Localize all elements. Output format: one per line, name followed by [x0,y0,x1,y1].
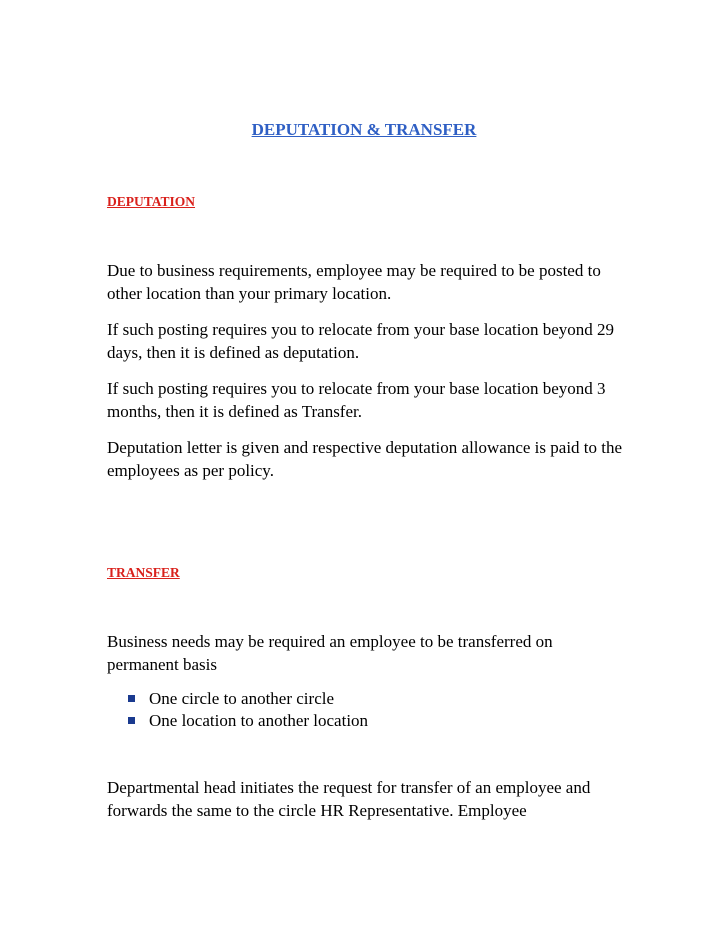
list-item [128,688,368,710]
deputation-paragraph-1: Due to business requirements, employee may be required to be posted to other location than your primary location. [107,261,601,303]
transfer-bullet-list [128,688,368,732]
deputation-paragraph-2: If such posting requires you to relocate from your base location beyond 29 days, then it is defined as deputation. [107,320,615,362]
list-item-text: One circle to another circle [149,689,335,708]
page-title: DEPUTATION & TRANSFER [251,120,477,139]
transfer-intro-paragraph: Business needs may be required an employee to be transferred on permanent basis [107,632,553,674]
section-heading-deputation: DEPUTATION [107,194,196,209]
deputation-paragraph-3: If such posting requires you to relocate from your base location beyond 3 months, then it is defined as Transfer. [107,379,606,421]
transfer-closing-paragraph: Departmental head initiates the request for transfer of an employee and forwards the same to the circle HR Representative. Employee [107,778,591,820]
section-heading-transfer: TRANSFER [107,565,180,580]
square-bullet-icon [128,695,135,702]
list-item [128,710,368,732]
square-bullet-icon [128,717,135,724]
deputation-paragraph-4: Deputation letter is given and respective deputation allowance is paid to the employees as per policy. [107,438,623,480]
list-item-text: One location to another location [149,711,369,730]
